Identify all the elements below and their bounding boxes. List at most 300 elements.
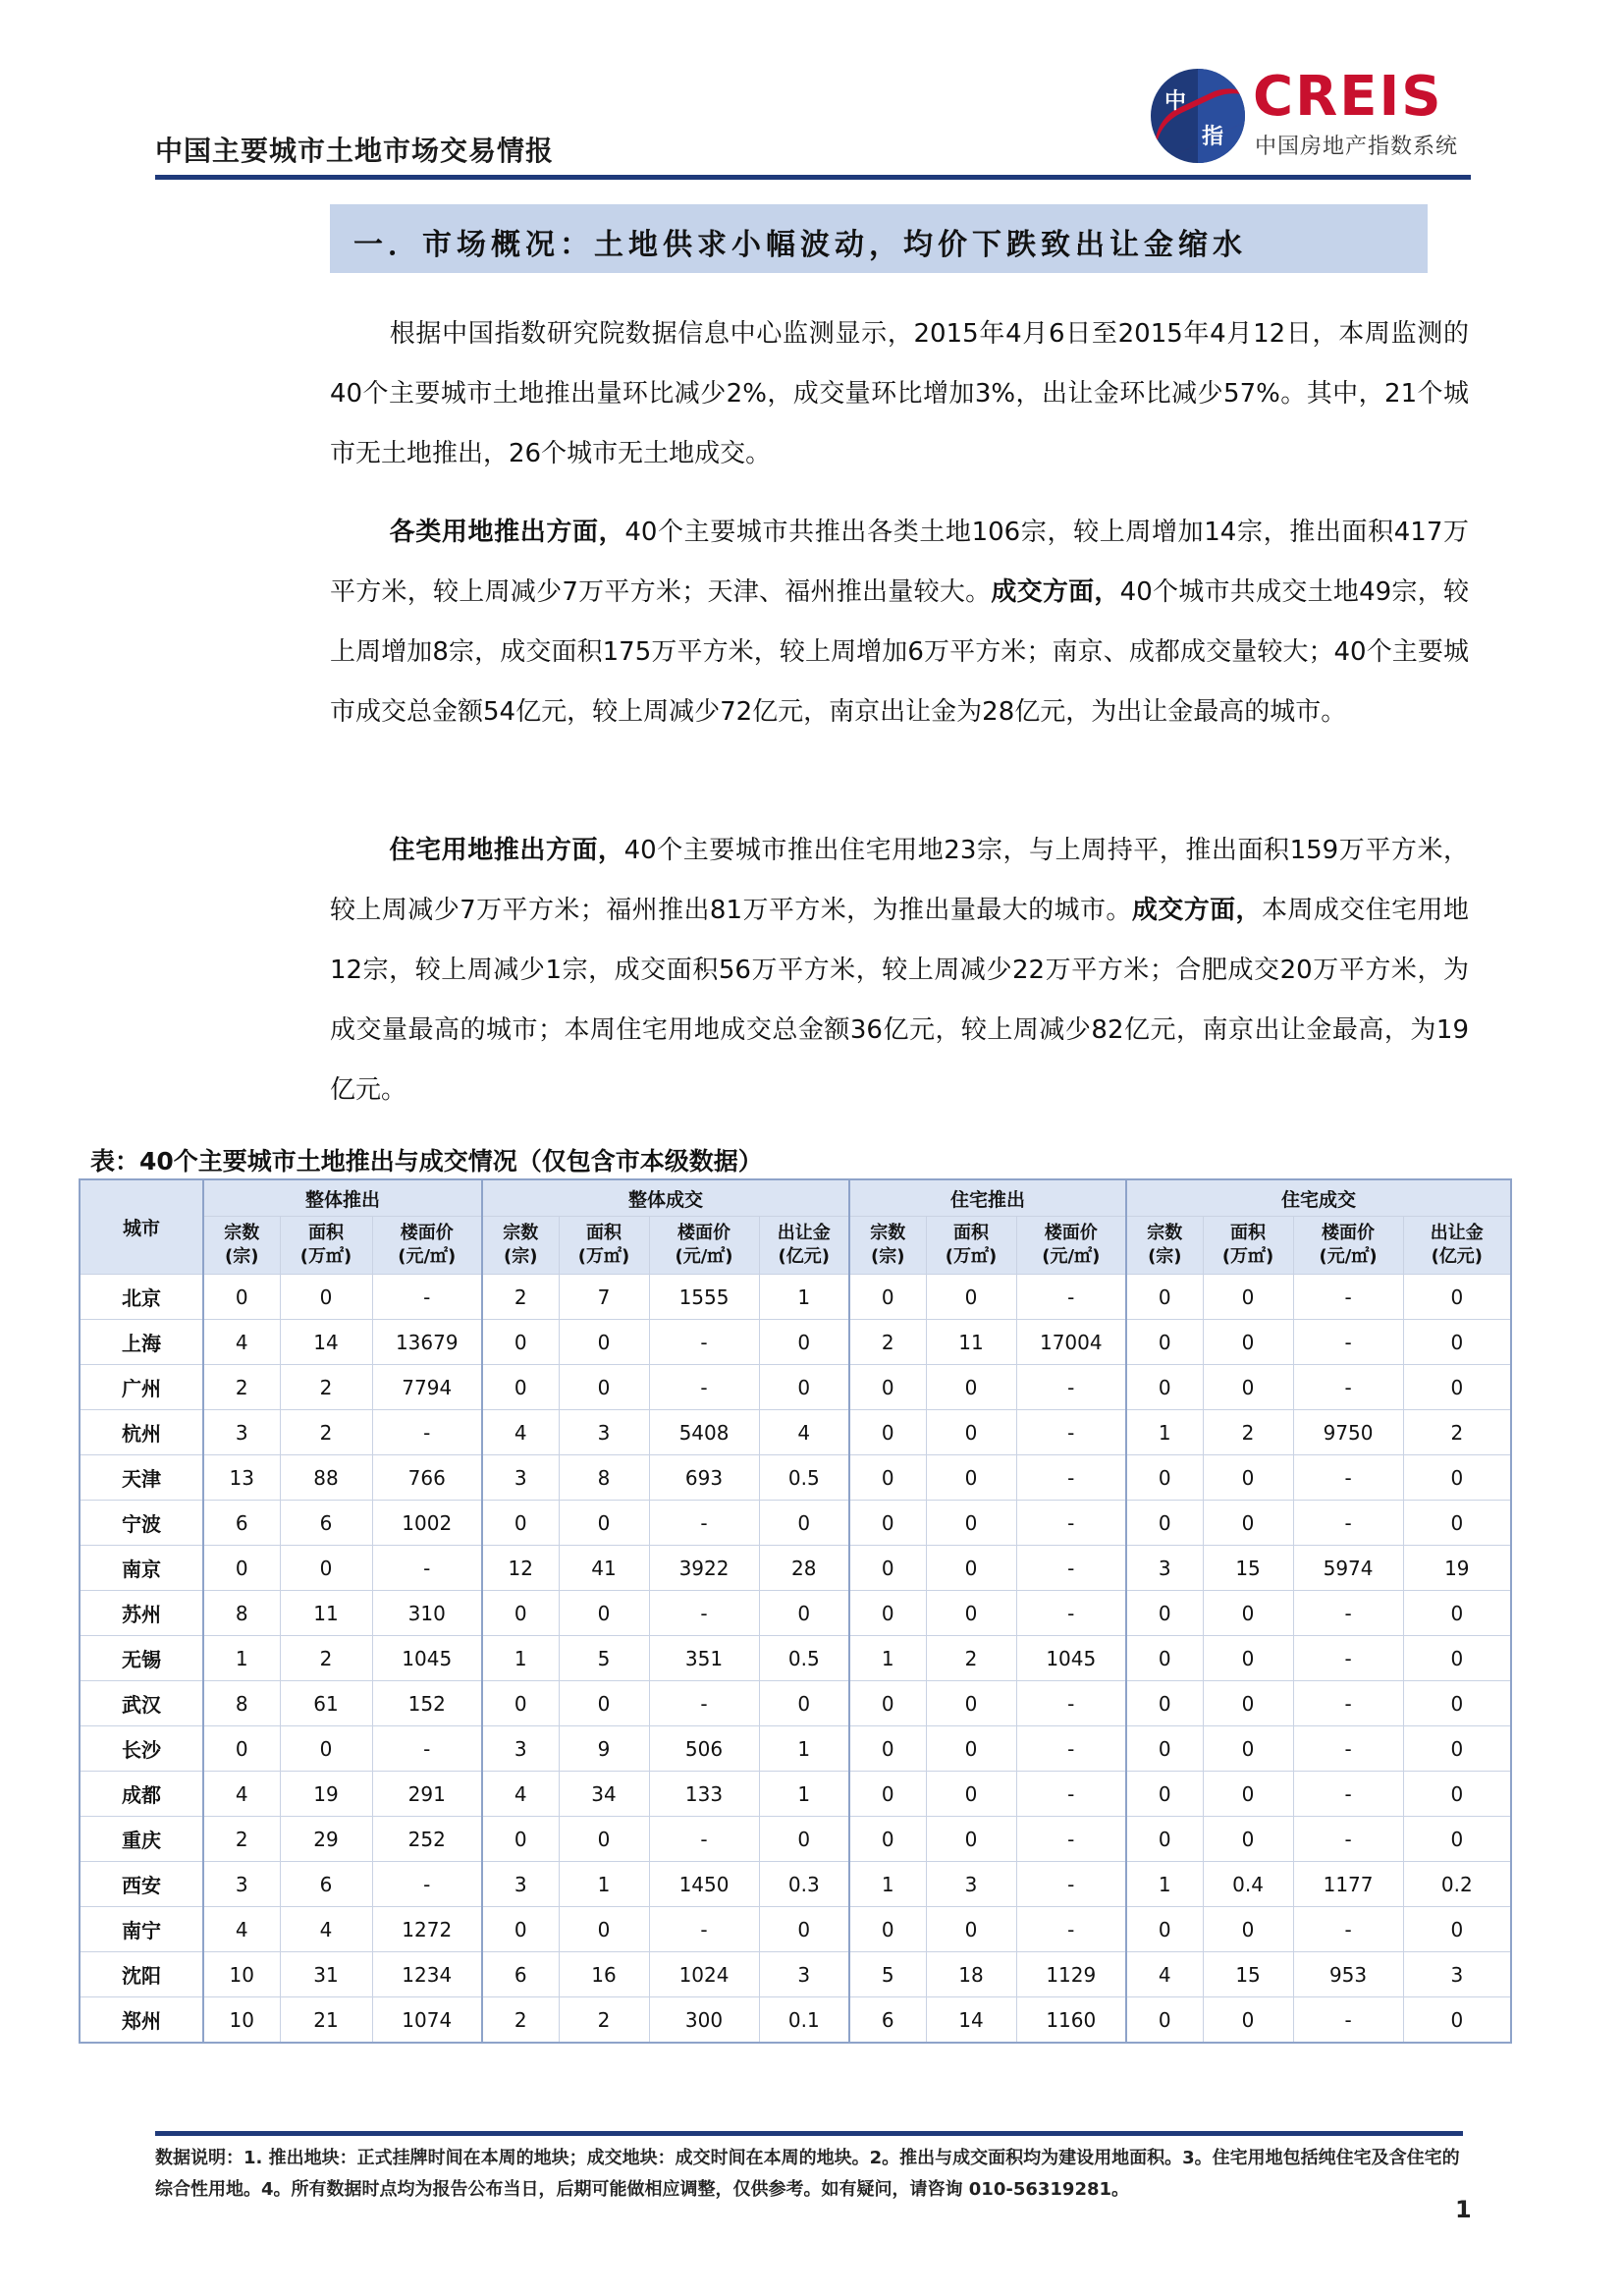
- table-cell: -: [1293, 1320, 1403, 1365]
- table-row: [80, 1320, 1511, 1365]
- table-caption: 表：40个主要城市土地推出与成交情况（仅包含市本级数据）: [90, 1147, 763, 1175]
- table-cell: 0: [759, 1907, 849, 1952]
- table-cell: 0: [559, 1501, 649, 1546]
- table-cell: 252: [372, 1817, 482, 1862]
- table-cell: 0: [1203, 1275, 1293, 1320]
- table-cell-city: 广州: [80, 1365, 203, 1410]
- table-cell: 0: [1403, 1591, 1511, 1636]
- table-cell: 0: [1126, 1501, 1203, 1546]
- footer-divider: [155, 2131, 1463, 2136]
- creis-logo: [1151, 65, 1475, 167]
- subheader-price-g0: 楼面价 (元/㎡): [372, 1217, 482, 1275]
- table-cell-city: 无锡: [80, 1636, 203, 1681]
- paragraph-all-land-lead: 各类用地推出方面，: [389, 518, 625, 547]
- table-cell: 0: [849, 1410, 926, 1455]
- table-cell: 0: [482, 1365, 559, 1410]
- table-cell: -: [1016, 1591, 1126, 1636]
- table-cell: 4: [280, 1907, 372, 1952]
- table-cell: 152: [372, 1681, 482, 1726]
- table-cell: 2: [1203, 1410, 1293, 1455]
- table-cell: 0: [1203, 1772, 1293, 1817]
- table-cell: 953: [1293, 1952, 1403, 1997]
- subheader-count-g1: 宗数 (宗): [482, 1217, 559, 1275]
- table-cell: 0: [926, 1365, 1016, 1410]
- table-cell: 5974: [1293, 1546, 1403, 1591]
- table-cell: 0: [849, 1455, 926, 1501]
- table-cell-city: 南宁: [80, 1907, 203, 1952]
- table-cell: 3: [203, 1862, 280, 1907]
- table-cell: 0: [1126, 1997, 1203, 2044]
- table-cell: 5408: [649, 1410, 759, 1455]
- table-cell: 0: [1403, 1997, 1511, 2044]
- table-cell: -: [1016, 1772, 1126, 1817]
- paragraph-residential: [330, 821, 1469, 1121]
- table-cell: 0: [849, 1591, 926, 1636]
- table-cell: 0: [1203, 1681, 1293, 1726]
- table-row: [80, 1862, 1511, 1907]
- header-group-res-transaction: 住宅成交: [1126, 1179, 1511, 1217]
- table-cell: 1450: [649, 1862, 759, 1907]
- table-cell: -: [1016, 1862, 1126, 1907]
- table-cell: 1: [759, 1275, 849, 1320]
- table-cell: 15: [1203, 1952, 1293, 1997]
- table-cell-city: 重庆: [80, 1817, 203, 1862]
- table-cell: 17004: [1016, 1320, 1126, 1365]
- table-cell: -: [1016, 1726, 1126, 1772]
- table-cell: 0: [1203, 1365, 1293, 1410]
- paragraph-residential-text-b: 本周成交住宅用地12宗，较上周减少1宗，成交面积56万平方米，较上周减少22万平方米；合肥成交20万平方米，为成交量最高的城市；本周住宅用地成交总金额36亿元，较上周减少82亿元，南京出让金最高，为19亿元。: [330, 896, 1469, 1105]
- table-cell: 5: [849, 1952, 926, 1997]
- table-row: [80, 1591, 1511, 1636]
- table-cell: 0: [759, 1681, 849, 1726]
- table-cell: 2: [280, 1410, 372, 1455]
- table-cell: 0.1: [759, 1997, 849, 2044]
- paragraph-overview-text: 根据中国指数研究院数据信息中心监测显示，2015年4月6日至2015年4月12日，本周监测的40个主要城市土地推出量环比减少2%，成交量环比增加3%，出让金环比减少57%。其中，21个城市无土地推出，26个城市无土地成交。: [330, 319, 1469, 468]
- paragraph-all-land-text-a: 40个主要城市共推出各类土地106宗，较上周增加14宗，推出面积417万平方米，较上周减少7万平方米；天津、福州推出量较大。: [330, 518, 1469, 607]
- table-cell: 0: [280, 1546, 372, 1591]
- paragraph-residential-lead-2: 成交方面，: [1131, 896, 1262, 925]
- header-group-supply: 整体推出: [203, 1179, 482, 1217]
- table-cell: 0: [759, 1320, 849, 1365]
- table-cell: 0: [849, 1546, 926, 1591]
- table-cell: 1: [203, 1636, 280, 1681]
- paragraph-residential-lead: 住宅用地推出方面，: [389, 836, 624, 865]
- table-cell: 9: [559, 1726, 649, 1772]
- table-cell: 0: [849, 1772, 926, 1817]
- table-cell: 0: [203, 1546, 280, 1591]
- table-cell: 0: [1126, 1591, 1203, 1636]
- table-cell: 1: [759, 1726, 849, 1772]
- table-cell: 11: [926, 1320, 1016, 1365]
- table-cell: 31: [280, 1952, 372, 1997]
- table-cell: -: [372, 1410, 482, 1455]
- land-market-table: [79, 1178, 1512, 2044]
- table-cell: 0: [849, 1681, 926, 1726]
- table-row: [80, 1501, 1511, 1546]
- logo-char-2: 指: [1202, 125, 1224, 149]
- paragraph-all-land-lead-2: 成交方面，: [991, 577, 1120, 607]
- table-cell: 2: [926, 1636, 1016, 1681]
- table-cell: -: [1293, 1636, 1403, 1681]
- table-cell: 19: [280, 1772, 372, 1817]
- table-cell: 0: [559, 1681, 649, 1726]
- table-cell: -: [649, 1591, 759, 1636]
- table-cell: 0: [559, 1320, 649, 1365]
- table-cell: 14: [280, 1320, 372, 1365]
- table-cell: 0: [1203, 1907, 1293, 1952]
- table-cell: 0: [759, 1591, 849, 1636]
- table-cell-city: 天津: [80, 1455, 203, 1501]
- table-cell: 28: [759, 1546, 849, 1591]
- table-cell: 0: [1403, 1907, 1511, 1952]
- table-cell: 0: [849, 1275, 926, 1320]
- subheader-fee-g3: 出让金 (亿元): [1403, 1217, 1511, 1275]
- table-cell: 0: [1403, 1365, 1511, 1410]
- table-cell: -: [1293, 1726, 1403, 1772]
- table-cell-city: 郑州: [80, 1997, 203, 2044]
- table-cell: 0: [926, 1817, 1016, 1862]
- table-cell: -: [1293, 1907, 1403, 1952]
- table-cell: 0.4: [1203, 1862, 1293, 1907]
- table-cell: 3: [482, 1455, 559, 1501]
- subheader-price-g1: 楼面价 (元/㎡): [649, 1217, 759, 1275]
- table-cell: 0: [1126, 1455, 1203, 1501]
- paragraph-residential-text-a: 40个主要城市推出住宅用地23宗，与上周持平，推出面积159万平方米，较上周减少7万平方米；福州推出81万平方米，为推出量最大的城市。: [330, 836, 1469, 925]
- table-cell: 1555: [649, 1275, 759, 1320]
- table-cell: 0: [849, 1726, 926, 1772]
- table-cell: 4: [482, 1410, 559, 1455]
- logo-wordmark: CREIS: [1253, 65, 1443, 129]
- table-row: [80, 1365, 1511, 1410]
- table-cell: 766: [372, 1455, 482, 1501]
- table-cell: 4: [1126, 1952, 1203, 1997]
- table-cell: -: [1293, 1365, 1403, 1410]
- table-cell-city: 北京: [80, 1275, 203, 1320]
- table-cell: 4: [203, 1320, 280, 1365]
- table-cell: 0: [1403, 1636, 1511, 1681]
- table-cell: 0: [1126, 1817, 1203, 1862]
- table-cell: 2: [849, 1320, 926, 1365]
- table-cell: 1160: [1016, 1997, 1126, 2044]
- table-cell: 2: [559, 1997, 649, 2044]
- table-cell: 0: [1203, 1501, 1293, 1546]
- table-cell: 0: [1403, 1501, 1511, 1546]
- table-cell: -: [649, 1907, 759, 1952]
- table-cell: 0: [280, 1275, 372, 1320]
- table-cell: 0: [926, 1591, 1016, 1636]
- table-cell-city: 杭州: [80, 1410, 203, 1455]
- table-cell: 0: [1126, 1365, 1203, 1410]
- table-cell: 2: [203, 1817, 280, 1862]
- header-group-transaction: 整体成交: [482, 1179, 849, 1217]
- table-cell: -: [1016, 1546, 1126, 1591]
- table-cell: 13679: [372, 1320, 482, 1365]
- table-cell: 11: [280, 1591, 372, 1636]
- table-cell: 0: [849, 1365, 926, 1410]
- table-cell: 41: [559, 1546, 649, 1591]
- table-cell: -: [1293, 1997, 1403, 2044]
- table-cell: 0: [482, 1591, 559, 1636]
- table-cell-city: 上海: [80, 1320, 203, 1365]
- table-cell: -: [649, 1681, 759, 1726]
- subheader-count-g2: 宗数 (宗): [849, 1217, 926, 1275]
- table-cell: 1: [849, 1636, 926, 1681]
- table-cell: 3: [482, 1726, 559, 1772]
- table-row: [80, 1636, 1511, 1681]
- table-cell: 10: [203, 1997, 280, 2044]
- table-row: [80, 1726, 1511, 1772]
- header-city: 城市: [80, 1179, 203, 1275]
- table-cell: 0: [1403, 1275, 1511, 1320]
- table-cell: 3922: [649, 1546, 759, 1591]
- table-cell: 1: [559, 1862, 649, 1907]
- table-row: [80, 1907, 1511, 1952]
- table-row: [80, 1455, 1511, 1501]
- table-cell: 0: [926, 1907, 1016, 1952]
- table-cell: 1024: [649, 1952, 759, 1997]
- table-cell: 1272: [372, 1907, 482, 1952]
- table-cell: 2: [280, 1636, 372, 1681]
- table-cell: 8: [203, 1681, 280, 1726]
- table-cell: -: [1016, 1501, 1126, 1546]
- table-cell: -: [1016, 1817, 1126, 1862]
- page-header-title: 中国主要城市土地市场交易情报: [155, 135, 555, 167]
- table-cell: 0.5: [759, 1636, 849, 1681]
- table-cell: 0: [482, 1320, 559, 1365]
- table-cell-city: 宁波: [80, 1501, 203, 1546]
- section-banner: [330, 204, 1428, 273]
- subheader-price-g2: 楼面价 (元/㎡): [1016, 1217, 1126, 1275]
- table-cell: 0: [759, 1501, 849, 1546]
- table-cell: 0: [1203, 1636, 1293, 1681]
- table-cell: 4: [203, 1772, 280, 1817]
- table-cell-city: 西安: [80, 1862, 203, 1907]
- table-cell: 0: [849, 1501, 926, 1546]
- table-cell: 0: [926, 1681, 1016, 1726]
- table-cell: 8: [203, 1591, 280, 1636]
- table-cell: 6: [482, 1952, 559, 1997]
- table-cell: 3: [1403, 1952, 1511, 1997]
- table-row: [80, 1275, 1511, 1320]
- table-cell: 1045: [1016, 1636, 1126, 1681]
- table-cell: 0.5: [759, 1455, 849, 1501]
- table-cell: -: [1293, 1501, 1403, 1546]
- table-cell: 6: [849, 1997, 926, 2044]
- table-cell: 0: [926, 1410, 1016, 1455]
- table-cell: 351: [649, 1636, 759, 1681]
- table-cell: 3: [759, 1952, 849, 1997]
- table-cell: -: [372, 1726, 482, 1772]
- table-cell-city: 武汉: [80, 1681, 203, 1726]
- table-row: [80, 1681, 1511, 1726]
- table-cell: 1: [1126, 1410, 1203, 1455]
- logo-emblem-icon: [1151, 69, 1245, 163]
- table-cell: -: [1016, 1275, 1126, 1320]
- table-cell: 0: [1126, 1772, 1203, 1817]
- table-cell: -: [372, 1546, 482, 1591]
- table-cell: 6: [203, 1501, 280, 1546]
- table-cell: 0.2: [1403, 1862, 1511, 1907]
- subheader-count-g3: 宗数 (宗): [1126, 1217, 1203, 1275]
- table-cell: -: [372, 1275, 482, 1320]
- table-cell: 4: [203, 1907, 280, 1952]
- table-cell: 291: [372, 1772, 482, 1817]
- table-cell: 0: [280, 1726, 372, 1772]
- table-cell: 10: [203, 1952, 280, 1997]
- table-cell: 0: [1403, 1320, 1511, 1365]
- table-cell: 0: [559, 1907, 649, 1952]
- table-cell: 0: [926, 1726, 1016, 1772]
- table-row: [80, 1410, 1511, 1455]
- table-cell: -: [1016, 1455, 1126, 1501]
- table-cell: 0: [482, 1681, 559, 1726]
- table-cell-city: 长沙: [80, 1726, 203, 1772]
- table-row: [80, 1952, 1511, 1997]
- subheader-area-g0: 面积 (万㎡): [280, 1217, 372, 1275]
- table-row: [80, 1997, 1511, 2044]
- paragraph-all-land: [330, 503, 1469, 742]
- table-cell: 0: [1403, 1772, 1511, 1817]
- table-cell: 34: [559, 1772, 649, 1817]
- table-cell: 1045: [372, 1636, 482, 1681]
- table-cell: -: [1293, 1817, 1403, 1862]
- paragraph-overview: [330, 304, 1469, 484]
- header-group-res-supply: 住宅推出: [849, 1179, 1126, 1217]
- subheader-count-g0: 宗数 (宗): [203, 1217, 280, 1275]
- table-cell: 0: [1203, 1726, 1293, 1772]
- table-cell: 0: [1203, 1997, 1293, 2044]
- table-cell: 0: [1403, 1817, 1511, 1862]
- table-cell: 29: [280, 1817, 372, 1862]
- table-cell: -: [1293, 1591, 1403, 1636]
- table-cell: 2: [482, 1997, 559, 2044]
- table-cell: 1177: [1293, 1862, 1403, 1907]
- header-divider: [155, 175, 1471, 180]
- table-row: [80, 1817, 1511, 1862]
- table-cell: -: [1293, 1681, 1403, 1726]
- table-cell: 3: [203, 1410, 280, 1455]
- table-cell: 0: [559, 1591, 649, 1636]
- table-cell: 0: [849, 1817, 926, 1862]
- table-cell: -: [1016, 1410, 1126, 1455]
- table-cell: 9750: [1293, 1410, 1403, 1455]
- table-cell: 2: [203, 1365, 280, 1410]
- table-cell: 1234: [372, 1952, 482, 1997]
- table-cell: 4: [482, 1772, 559, 1817]
- subheader-price-g3: 楼面价 (元/㎡): [1293, 1217, 1403, 1275]
- table-cell: 0: [559, 1817, 649, 1862]
- table-cell: 0: [1126, 1681, 1203, 1726]
- table-cell: 0: [759, 1817, 849, 1862]
- table-cell: 16: [559, 1952, 649, 1997]
- table-cell: 18: [926, 1952, 1016, 1997]
- table-cell: -: [1016, 1907, 1126, 1952]
- table-cell: 0: [1203, 1455, 1293, 1501]
- table-cell: 0: [1126, 1636, 1203, 1681]
- table-cell: -: [372, 1862, 482, 1907]
- table-cell: 0: [1203, 1320, 1293, 1365]
- table-row: [80, 1546, 1511, 1591]
- table-cell: 1002: [372, 1501, 482, 1546]
- table-cell: 7794: [372, 1365, 482, 1410]
- table-cell: 2: [482, 1275, 559, 1320]
- table-cell: 0: [1126, 1907, 1203, 1952]
- table-cell: 3: [482, 1862, 559, 1907]
- subheader-area-g3: 面积 (万㎡): [1203, 1217, 1293, 1275]
- table-cell: 0: [559, 1365, 649, 1410]
- table-cell: -: [1293, 1772, 1403, 1817]
- table-cell: 0: [1126, 1320, 1203, 1365]
- logo-subtitle: 中国房地产指数系统: [1255, 135, 1459, 159]
- table-cell-city: 沈阳: [80, 1952, 203, 1997]
- table-cell: 14: [926, 1997, 1016, 2044]
- table-cell: -: [649, 1320, 759, 1365]
- table-cell: 7: [559, 1275, 649, 1320]
- table-cell: 506: [649, 1726, 759, 1772]
- table-cell: 5: [559, 1636, 649, 1681]
- table-cell: 8: [559, 1455, 649, 1501]
- table-cell-city: 南京: [80, 1546, 203, 1591]
- table-cell: -: [649, 1501, 759, 1546]
- table-cell: 0: [1126, 1275, 1203, 1320]
- table-cell: -: [1016, 1365, 1126, 1410]
- table-cell: 0: [1203, 1817, 1293, 1862]
- table-cell: 0: [203, 1726, 280, 1772]
- table-cell: 0: [849, 1907, 926, 1952]
- section-title: 一．市场概况：土地供求小幅波动，均价下跌致出让金缩水: [353, 228, 1247, 262]
- table-cell: 0: [482, 1501, 559, 1546]
- table-cell-city: 成都: [80, 1772, 203, 1817]
- table-cell: 0: [482, 1817, 559, 1862]
- table-cell: 61: [280, 1681, 372, 1726]
- table-cell: 3: [559, 1410, 649, 1455]
- table-cell: 1: [1126, 1862, 1203, 1907]
- table-cell: 6: [280, 1501, 372, 1546]
- table-cell: 0: [926, 1455, 1016, 1501]
- table-cell: -: [1016, 1681, 1126, 1726]
- table-cell: 0: [926, 1275, 1016, 1320]
- logo-char-1: 中: [1164, 89, 1187, 114]
- table-cell: 21: [280, 1997, 372, 2044]
- table-cell: 88: [280, 1455, 372, 1501]
- table-cell: 310: [372, 1591, 482, 1636]
- table-cell: -: [649, 1365, 759, 1410]
- table-cell: 300: [649, 1997, 759, 2044]
- table-cell: 6: [280, 1862, 372, 1907]
- table-cell: 3: [926, 1862, 1016, 1907]
- table-cell: 0: [482, 1907, 559, 1952]
- table-cell: -: [1293, 1275, 1403, 1320]
- subheader-fee-g1: 出让金 (亿元): [759, 1217, 849, 1275]
- table-cell: 693: [649, 1455, 759, 1501]
- table-cell: -: [1293, 1455, 1403, 1501]
- table-cell: 0.3: [759, 1862, 849, 1907]
- table-cell: 0: [926, 1546, 1016, 1591]
- table-cell: 1129: [1016, 1952, 1126, 1997]
- table-cell: 0: [1126, 1726, 1203, 1772]
- table-cell: 2: [1403, 1410, 1511, 1455]
- table-cell: 0: [759, 1365, 849, 1410]
- subheader-area-g2: 面积 (万㎡): [926, 1217, 1016, 1275]
- table-cell: 1: [849, 1862, 926, 1907]
- table-row: [80, 1772, 1511, 1817]
- table-cell: 1: [759, 1772, 849, 1817]
- subheader-area-g1: 面积 (万㎡): [559, 1217, 649, 1275]
- table-cell: 0: [1403, 1681, 1511, 1726]
- table-cell: -: [649, 1817, 759, 1862]
- table-cell: 0: [1403, 1455, 1511, 1501]
- table-cell-city: 苏州: [80, 1591, 203, 1636]
